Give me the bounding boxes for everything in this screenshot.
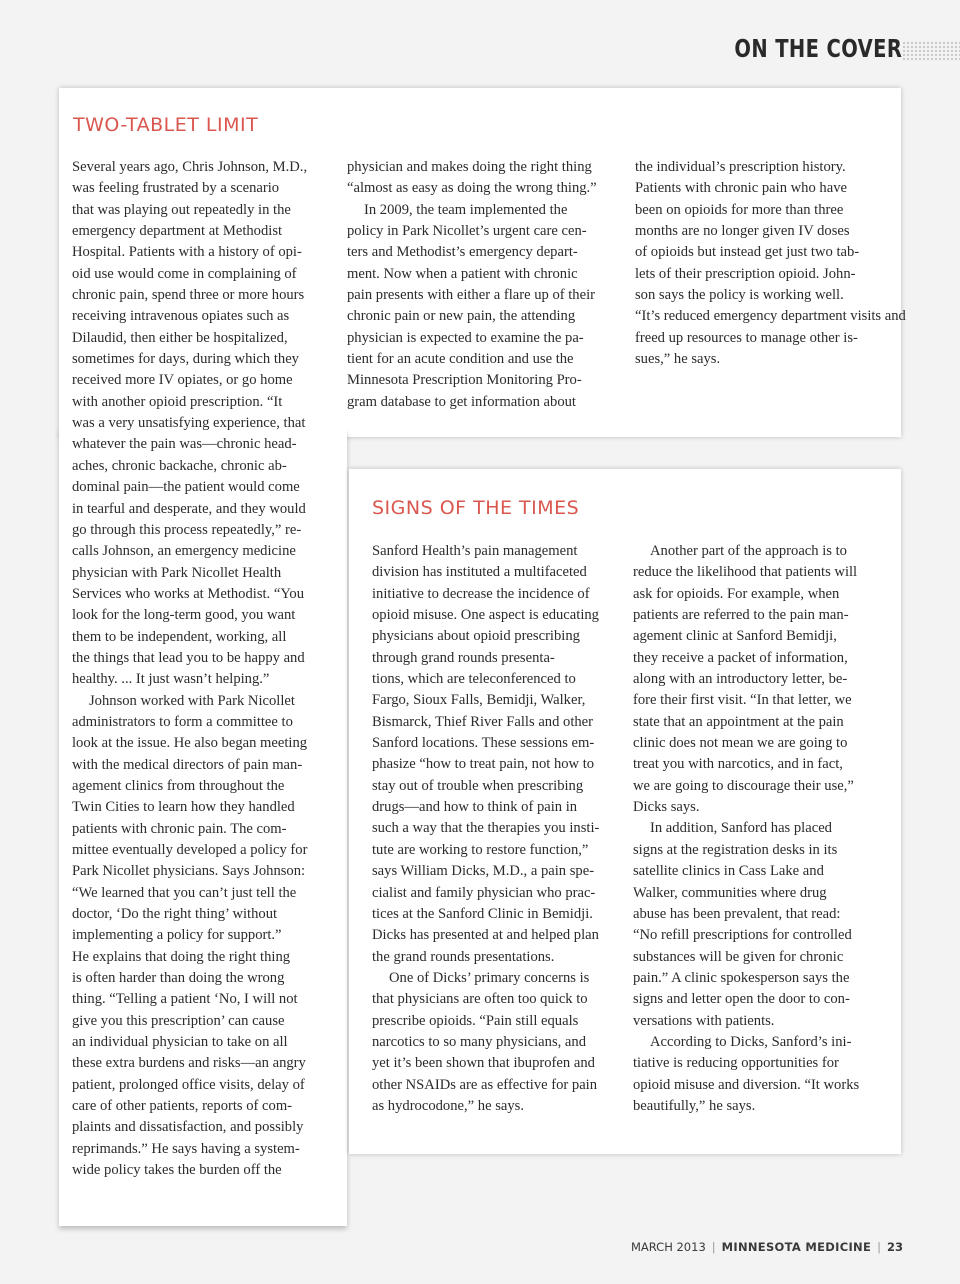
text-line: patients are referred to the pain man- [633, 607, 849, 624]
text-line: the individual’s prescription history. [635, 159, 846, 175]
text-line: prescribe opioids. “Pain still equals [372, 1012, 579, 1029]
text-line: clinic does not mean we are going to [633, 735, 848, 752]
text-line: abuse has been prevalent, that read: [633, 905, 841, 922]
text-line: Patients with chronic pain who have [635, 180, 847, 197]
text-line: Hospital. Patients with a history of opi- [72, 244, 302, 261]
text-line: Another part of the approach is to [650, 543, 847, 559]
text-line: gram database to get information about [347, 393, 576, 410]
text-line: plaints and dissatisfaction, and possibly [72, 1119, 304, 1136]
text-line: look at the issue. He also began meeting [72, 735, 308, 752]
text-line: signs and letter open the door to con- [633, 991, 850, 1008]
text-line: versations with patients. [633, 1012, 775, 1029]
text-line: stay out of trouble when prescribing [372, 777, 584, 794]
text-line: phasize “how to treat pain, not how to [372, 756, 595, 773]
text-line: agement clinic at Sanford Bemidji, [633, 628, 837, 645]
text-line: received more IV opiates, or go home [72, 372, 293, 389]
text-line: as hydrocodone,” he says. [372, 1097, 524, 1114]
text-line: Sanford Health’s pain management [372, 543, 578, 559]
text-line: tions, which are teleconferenced to [372, 671, 576, 688]
text-line: substances will be given for chronic [633, 948, 844, 965]
text-line: aches, chronic backache, chronic ab- [72, 457, 287, 474]
text-line: ask for opioids. For example, when [633, 585, 840, 602]
text-line: Dicks has presented at and helped plan [372, 927, 599, 944]
text-line: these extra burdens and risks—an angry [72, 1055, 306, 1072]
text-line: narcotics to so many physicians, and [372, 1033, 586, 1050]
text-line: Johnson worked with Park Nicollet [89, 692, 295, 709]
text-line: oid use would come in complaining of [72, 265, 297, 282]
text-line: pain.” A clinic spokesperson says the [633, 969, 850, 986]
text-line: state that an appointment at the pain [633, 713, 844, 730]
text-line: healthy. ... It just wasn’t helping.” [72, 671, 270, 688]
text-line: “We learned that you can’t just tell the [72, 884, 297, 901]
text-line: along with an introductory letter, be- [633, 671, 848, 688]
text-line: “It’s reduced emergency department visits and [635, 308, 906, 325]
text-line: that was playing out repeatedly in the [72, 201, 291, 218]
text-line: “No refill prescriptions for controlled [633, 927, 852, 944]
text-line: yet it’s been shown that ibuprofen and [372, 1055, 595, 1072]
text-line: tient for an acute condition and use the [347, 351, 574, 368]
text-line: of opioids but instead get just two tab- [635, 244, 860, 261]
text-line: the things that lead you to be happy and [72, 649, 305, 666]
text-line: look for the long-term good, you want [72, 607, 296, 624]
text-line: patient, prolonged office visits, delay of [72, 1076, 305, 1093]
text-line: reduce the likelihood that patients will [633, 564, 858, 581]
text-line: administrators to form a committee to [72, 713, 293, 730]
text-line: drugs—and how to think of pain in [372, 799, 578, 816]
page-footer: MARCH 2013 | MINNESOTA MEDICINE | 23 [630, 1240, 903, 1254]
text-line: was a very unsatisfying experience, that [72, 415, 306, 432]
text-line: they receive a packet of information, [633, 649, 848, 666]
text-line: them to be independent, working, all [72, 628, 287, 645]
article-column [347, 157, 617, 413]
text-line: In addition, Sanford has placed [650, 820, 832, 837]
article-column [633, 541, 883, 1117]
text-line: was feeling frustrated by a scenario [72, 180, 280, 197]
text-line: signs at the registration desks in its [633, 841, 838, 858]
article-column [635, 157, 906, 370]
text-line: cialist and family physician who prac- [372, 884, 596, 901]
text-line: Sanford locations. These sessions em- [372, 735, 595, 752]
text-line: wide policy takes the burden off the [72, 1162, 282, 1179]
article-column [72, 157, 342, 1182]
text-line: policy in Park Nicollet’s urgent care cen- [347, 223, 587, 240]
text-line: One of Dicks’ primary concerns is [389, 969, 590, 986]
text-line: other NSAIDs are as effective for pain [372, 1076, 598, 1093]
text-line: Minnesota Prescription Monitoring Pro- [347, 372, 582, 389]
text-line: freed up resources to manage other is- [635, 329, 858, 346]
text-line: According to Dicks, Sanford’s ini- [650, 1033, 852, 1050]
text-line: physician with Park Nicollet Health [72, 564, 282, 581]
article-heading-two-tablet-limit: TWO-TABLET LIMIT [73, 114, 259, 136]
text-line: sometimes for days, during which they [72, 351, 299, 368]
text-line: Several years ago, Chris Johnson, M.D., [72, 159, 308, 175]
text-line: receiving intravenous opiates such as [72, 308, 290, 325]
text-line: chronic pain or new pain, the attending [347, 308, 576, 325]
footer-date: MARCH 2013 [630, 1240, 706, 1254]
text-line: satellite clinics in Cass Lake and [633, 863, 824, 880]
text-line: go through this process repeatedly,” re- [72, 521, 302, 538]
text-line: tiative is reducing opportunities for [633, 1055, 839, 1072]
article-heading-signs-of-the-times: SIGNS OF THE TIMES [372, 497, 580, 519]
text-line: an individual physician to take on all [72, 1034, 288, 1051]
text-line: such a way that the therapies you insti- [372, 820, 600, 837]
text-line: lets of their prescription opioid. John- [635, 265, 856, 282]
text-line: with another opioid prescription. “It [72, 393, 283, 410]
text-line: son says the policy is working well. [635, 287, 844, 304]
text-line: been on opioids for more than three [635, 201, 844, 218]
text-line: we are going to discourage their use,” [633, 777, 854, 794]
footer-magazine-name: MINNESOTA MEDICINE [721, 1240, 872, 1254]
text-line: In 2009, the team implemented the [364, 201, 568, 218]
text-line: give you this prescription’ can cause [72, 1012, 285, 1029]
text-line: chronic pain, spend three or more hours [72, 287, 305, 304]
text-line: opioid misuse and diversion. “It works [633, 1076, 860, 1093]
text-line: Services who works at Methodist. “You [72, 585, 305, 602]
text-line: calls Johnson, an emergency medicine [72, 543, 296, 560]
text-line: implementing a policy for support.” [72, 927, 282, 944]
article-column [372, 541, 622, 1117]
text-line: says William Dicks, M.D., a pain spe- [372, 863, 595, 880]
text-line: ters and Methodist’s emergency depart- [347, 244, 578, 261]
text-line: beautifully,” he says. [633, 1097, 756, 1114]
text-line: patients with chronic pain. The com- [72, 820, 287, 837]
text-line: Park Nicollet physicians. Says Johnson: [72, 863, 306, 880]
text-line: emergency department at Methodist [72, 223, 283, 240]
text-line: thing. “Telling a patient ‘No, I will not [72, 991, 298, 1008]
text-line: sues,” he says. [635, 351, 721, 368]
section-header: ON THE COVER [734, 34, 902, 63]
text-line: Dicks says. [633, 799, 700, 816]
text-line: dominal pain—the patient would come [72, 479, 300, 496]
text-line: care of other patients, reports of com- [72, 1098, 293, 1115]
text-line: tices at the Sanford Clinic in Bemidji. [372, 905, 593, 922]
text-line: Twin Cities to learn how they handled [72, 799, 295, 816]
text-line: ment. Now when a patient with chronic [347, 265, 578, 282]
text-line: Walker, communities where drug [633, 884, 827, 901]
text-line: Dilaudid, then either be hospitalized, [72, 329, 288, 346]
decorative-dot-pattern [902, 41, 960, 61]
text-line: Bismarck, Thief River Falls and other [372, 713, 594, 730]
text-line: in tearful and desperate, and they would [72, 500, 306, 517]
text-line: physicians about opioid prescribing [372, 628, 580, 645]
text-line: “almost as easy as doing the wrong thing.” [347, 180, 597, 197]
text-line: physician is expected to examine the pa- [347, 329, 584, 346]
text-line: initiative to decrease the incidence of [372, 585, 590, 602]
text-line: mittee eventually developed a policy for [72, 842, 308, 858]
text-line: through grand rounds presenta- [372, 649, 555, 666]
text-line: is often harder than doing the wrong [72, 970, 285, 987]
text-line: Fargo, Sioux Falls, Bemidji, Walker, [372, 692, 586, 709]
text-line: pain presents with either a flare up of their [347, 287, 596, 304]
text-line: physician and makes doing the right thing [347, 159, 592, 175]
text-line: tute are working to restore function,” [372, 841, 589, 858]
text-line: agement clinics from throughout the [72, 777, 285, 794]
text-line: with the medical directors of pain man- [72, 756, 303, 773]
text-line: months are no longer given IV doses [635, 223, 850, 240]
text-line: fore their first visit. “In that letter, we [633, 692, 852, 709]
text-line: treat you with narcotics, and in fact, [633, 756, 843, 773]
text-line: doctor, ‘Do the right thing’ without [72, 906, 278, 923]
page-number: 23 [886, 1240, 903, 1254]
text-line: division has instituted a multifaceted [372, 564, 587, 581]
text-line: opioid misuse. One aspect is educating [372, 607, 599, 624]
text-line: He explains that doing the right thing [72, 948, 291, 965]
text-line: the grand rounds presentations. [372, 948, 555, 965]
text-line: whatever the pain was—chronic head- [72, 436, 297, 453]
text-line: that physicians are often too quick to [372, 991, 588, 1008]
text-line: reprimands.” He says having a system- [72, 1140, 300, 1157]
